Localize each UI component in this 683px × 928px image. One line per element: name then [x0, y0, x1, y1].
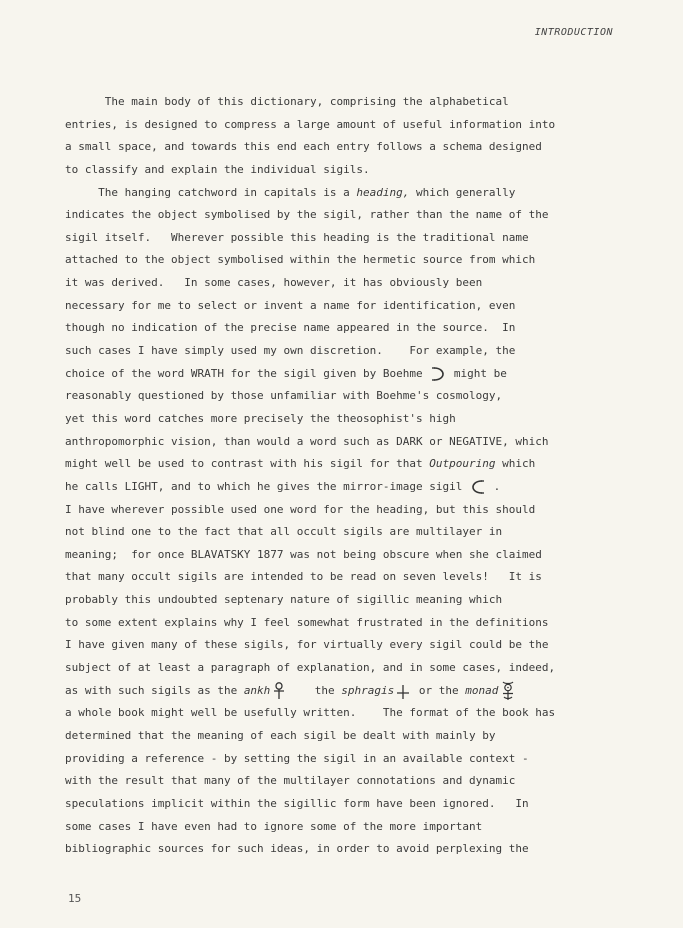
text-line — [65, 770, 635, 793]
text-line — [65, 702, 635, 725]
sphragis-sigil-icon — [396, 682, 410, 700]
text-segment: such cases I have simply used my own discretion. For example, the — [65, 344, 516, 358]
text-segment: providing a reference - by setting the sigil in an available context - — [65, 751, 529, 765]
text-segment: which generally — [409, 185, 516, 199]
text-segment: choice of the word WRATH for the sigil given by Boehme — [65, 366, 430, 380]
text-segment: The main body of this dictionary, comprising the alphabetical — [65, 95, 509, 108]
text-line — [65, 385, 635, 408]
wrath-sigil-icon — [431, 366, 445, 382]
text-segment: which — [495, 457, 536, 471]
text-segment: anthropomorphic vision, than would a word such as DARK or NEGATIVE, which — [65, 434, 549, 448]
text-line — [65, 204, 635, 227]
text-line — [65, 476, 635, 499]
text-line — [65, 340, 635, 363]
text-line — [65, 793, 635, 816]
italic-term: monad — [465, 683, 499, 697]
text-segment: that many occult sigils are intended to be read on seven levels! It is — [65, 570, 542, 584]
italic-term: ankh — [243, 683, 271, 697]
text-line — [65, 521, 635, 544]
text-segment: probably this undoubted septenary nature of sigillic meaning which — [65, 593, 503, 607]
text-segment: meaning; for once BLAVATSKY 1877 was not being obscure when she claimed — [65, 547, 542, 561]
text-segment: determined that the meaning of each sigil be dealt with mainly by — [65, 728, 496, 742]
text-line — [65, 249, 635, 272]
text-segment: necessary for me to select or invent a name for identification, even — [65, 298, 516, 312]
text-segment: speculations implicit within the sigillic form have been ignored. In — [65, 796, 529, 810]
text-segment: I have given many of these sigils, for virtually every sigil could be the — [65, 638, 549, 652]
text-segment: subject of at least a paragraph of explanation, and in some cases, indeed, — [65, 661, 556, 675]
text-segment: as with such sigils as the — [65, 683, 244, 697]
text-line — [65, 227, 635, 250]
text-line — [65, 544, 635, 567]
text-line — [65, 816, 635, 839]
text-segment: entries, is designed to compress a large amount of useful information into — [65, 117, 556, 131]
light-sigil-icon — [471, 479, 485, 495]
text-segment: the — [288, 683, 342, 697]
text-segment: he calls LIGHT, and to which he gives the mirror-image sigil — [65, 479, 469, 493]
text-line — [65, 272, 635, 295]
text-segment: or the — [412, 683, 466, 697]
text-line — [65, 838, 635, 861]
text-segment: bibliographic sources for such ideas, in order to avoid perplexing the — [65, 842, 529, 856]
text-segment: a whole book might well be usefully written. The format of the book has — [65, 706, 556, 720]
text-line — [65, 182, 635, 205]
ankh-sigil-icon — [272, 682, 286, 700]
text-line — [65, 363, 635, 386]
text-segment: I have wherever possible used one word for the heading, but this should — [65, 502, 536, 516]
text-line — [65, 317, 635, 340]
text-line — [65, 114, 635, 137]
text-segment: to classify and explain the individual sigils. — [65, 162, 370, 176]
text-line — [65, 634, 635, 657]
text-line — [65, 136, 635, 159]
text-segment: . — [486, 479, 501, 493]
running-head: INTRODUCTION — [534, 27, 613, 38]
text-line — [65, 589, 635, 612]
text-line — [65, 159, 635, 182]
text-segment: not blind one to the fact that all occult sigils are multilayer in — [65, 525, 503, 539]
text-segment: some cases I have even had to ignore some of the more important — [65, 819, 483, 833]
text-segment: a small space, and towards this end each entry follows a schema designed — [65, 140, 542, 154]
italic-term: Outpouring — [429, 457, 496, 471]
text-segment: though no indication of the precise name appeared in the source. In — [65, 321, 516, 335]
text-line — [65, 91, 635, 114]
italic-term: heading, — [356, 185, 410, 199]
text-line — [65, 725, 635, 748]
text-segment: The hanging catchword in capitals is a — [65, 185, 357, 199]
text-segment: might be — [447, 366, 507, 380]
text-line — [65, 408, 635, 431]
body-text — [65, 91, 635, 861]
text-line — [65, 295, 635, 318]
text-line — [65, 431, 635, 454]
text-line — [65, 612, 635, 635]
text-line — [65, 566, 635, 589]
italic-term: sphragis — [341, 683, 395, 697]
text-segment: it was derived. In some cases, however, it has obviously been — [65, 276, 483, 290]
page-number: 15 — [68, 892, 82, 905]
text-segment: reasonably questioned by those unfamiliar with Boehme's cosmology, — [65, 389, 503, 403]
text-line — [65, 748, 635, 771]
text-segment: to some extent explains why I feel somewhat frustrated in the definitions — [65, 615, 549, 629]
text-line — [65, 499, 635, 522]
text-segment: with the result that many of the multilayer connotations and dynamic — [65, 774, 516, 788]
text-segment: might well be used to contrast with his sigil for that — [65, 457, 430, 471]
text-line — [65, 657, 635, 680]
text-segment: attached to the object symbolised within the hermetic source from which — [65, 253, 536, 267]
text-line — [65, 680, 635, 703]
text-segment: yet this word catches more precisely the theosophist's high — [65, 411, 456, 425]
text-segment: sigil itself. Wherever possible this heading is the traditional name — [65, 230, 529, 244]
text-line — [65, 453, 635, 476]
text-segment: indicates the object symbolised by the sigil, rather than the name of the — [65, 208, 549, 222]
monad-sigil-icon — [500, 680, 516, 702]
